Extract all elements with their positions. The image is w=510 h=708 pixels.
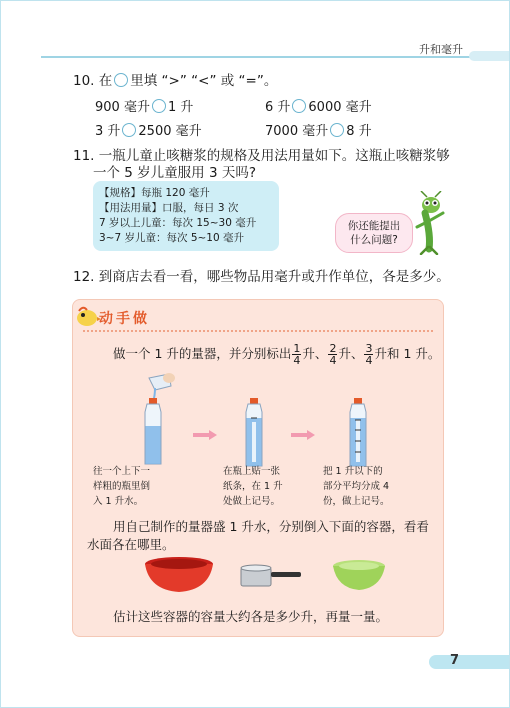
compare-circle[interactable] bbox=[292, 99, 306, 113]
activity-title: 动手做 bbox=[99, 311, 150, 327]
q10-text-b: 里填 “>” “<” 或 “=”。 bbox=[130, 73, 278, 89]
page-number: 7 bbox=[449, 653, 459, 668]
fraction-3-4: $\frac{3}{4}$ bbox=[365, 342, 373, 367]
compare-right: 6000 毫升 bbox=[308, 100, 372, 115]
compare-circle[interactable] bbox=[114, 73, 128, 87]
activity-line-3: 估计这些容器的容量大约各是多少升，再量一量。 bbox=[113, 609, 389, 624]
page-number-bar bbox=[429, 655, 509, 669]
step-2-caption: 在瓶上贴一张 纸条，在 1 升 处做上记号。 bbox=[223, 466, 283, 507]
separator: 、 bbox=[314, 346, 328, 361]
section-title: 升和毫升 bbox=[419, 43, 463, 56]
step-1-caption: 往一个上下一 样粗的瓶里倒 入 1 升水。 bbox=[93, 466, 151, 507]
title-rule bbox=[83, 330, 433, 332]
syrup-spec-box bbox=[93, 181, 279, 251]
compare-left: 3 升 bbox=[95, 124, 121, 139]
quarter-marked-bottle-illustration bbox=[345, 398, 371, 468]
q10-text-a: 10. 在 bbox=[73, 73, 113, 89]
unit-text: 升 bbox=[338, 346, 351, 361]
header-rule bbox=[41, 56, 471, 58]
instruction-text: 做一个 1 升的量器，并分别标出 bbox=[113, 346, 292, 361]
compare-left: 7000 毫升 bbox=[265, 124, 329, 139]
compare-left: 6 升 bbox=[265, 100, 291, 115]
question-11-line-2: 一个 5 岁儿童服用 3 天吗? bbox=[93, 165, 257, 181]
compare-right: 1 升 bbox=[167, 100, 194, 115]
separator: 、 bbox=[350, 346, 364, 361]
bubble-line: 什么问题? bbox=[350, 234, 398, 246]
activity-instruction bbox=[113, 342, 440, 366]
unit-text: 升 bbox=[302, 346, 315, 361]
grasshopper-mascot-icon bbox=[413, 191, 449, 255]
speech-bubble bbox=[335, 213, 413, 253]
question-10 bbox=[73, 72, 277, 90]
arrow-right-icon bbox=[291, 430, 315, 440]
spec-line: 【用法用量】口服，每日 3 次 bbox=[99, 202, 239, 214]
compare-item-1 bbox=[95, 96, 193, 115]
fraction-2-4: $\frac{2}{4}$ bbox=[329, 342, 337, 367]
header-tab bbox=[469, 51, 509, 61]
compare-circle[interactable] bbox=[330, 123, 344, 137]
fraction-1-4: $\frac{1}{4}$ bbox=[293, 342, 301, 367]
spec-line: 7 岁以上儿童：每次 15~30 毫升 bbox=[99, 217, 257, 229]
saucepan-illustration bbox=[239, 562, 303, 590]
question-12: 12. 到商店去看一看，哪些物品用毫升或升作单位，各是多少。 bbox=[73, 269, 450, 285]
compare-left: 900 毫升 bbox=[95, 100, 150, 115]
step-3-caption: 把 1 升以下的 部分平均分成 4 份，做上记号。 bbox=[323, 466, 390, 507]
bubble-line: 你还能提出 bbox=[347, 220, 401, 232]
compare-circle[interactable] bbox=[152, 99, 166, 113]
compare-right: 2500 毫升 bbox=[138, 124, 202, 139]
green-bowl-illustration bbox=[331, 558, 387, 592]
instruction-text: 升和 1 升。 bbox=[374, 346, 441, 361]
compare-circle[interactable] bbox=[122, 123, 136, 137]
bird-icon bbox=[75, 305, 101, 327]
compare-item-4 bbox=[265, 120, 372, 139]
activity-line-2b: 水面各在哪里。 bbox=[87, 537, 175, 552]
compare-item-2 bbox=[265, 96, 372, 115]
pouring-bottle-illustration bbox=[125, 372, 185, 468]
compare-right: 8 升 bbox=[346, 124, 372, 139]
spec-line: 【规格】每瓶 120 毫升 bbox=[99, 187, 210, 199]
arrow-right-icon bbox=[193, 430, 217, 440]
compare-item-3 bbox=[95, 120, 202, 139]
activity-line-2a: 用自己制作的量器盛 1 升水，分别倒入下面的容器，看看 bbox=[113, 519, 429, 534]
question-11-line-1: 11. 一瓶儿童止咳糖浆的规格及用法用量如下。这瓶止咳糖浆够 bbox=[73, 148, 450, 164]
marked-bottle-illustration bbox=[241, 398, 267, 468]
spec-line: 3~7 岁儿童：每次 5~10 毫升 bbox=[99, 232, 245, 244]
red-basin-illustration bbox=[143, 556, 215, 596]
activity-panel bbox=[72, 299, 444, 637]
